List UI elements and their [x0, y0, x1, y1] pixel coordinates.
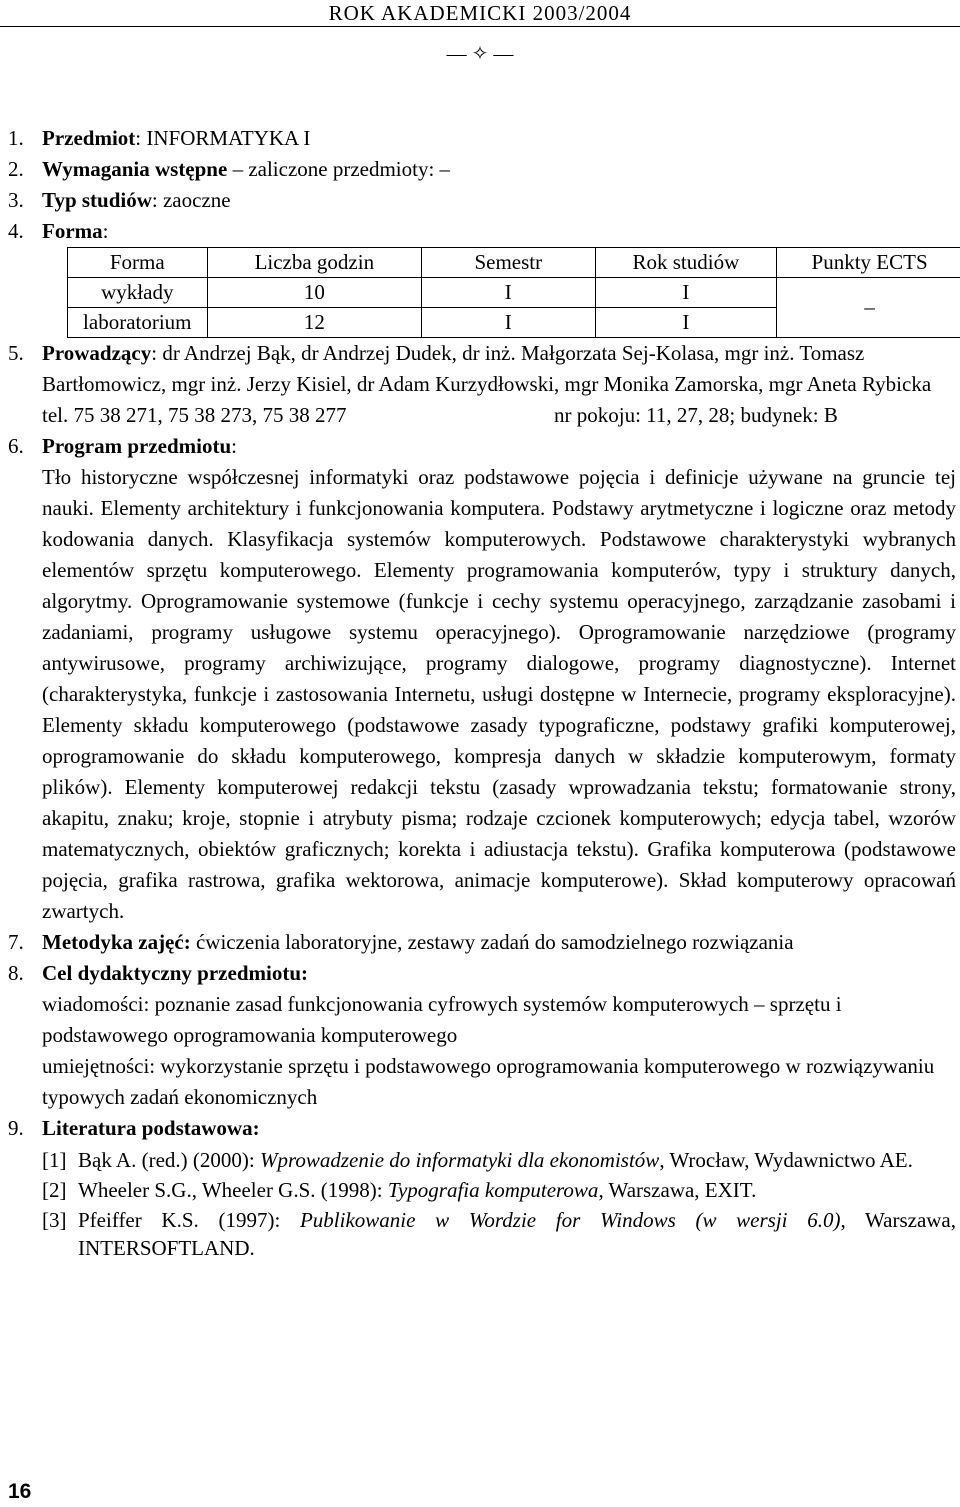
form-table: [67, 247, 960, 338]
item-methodology: [8, 927, 956, 958]
reference-title: Wprowadzenie do informatyki dla ekonomistów: [260, 1148, 659, 1172]
item-number: 7.: [8, 927, 24, 958]
item-lecturers: [8, 338, 956, 431]
item-label: Literatura podstawowa:: [42, 1116, 260, 1140]
phone-numbers: tel. 75 38 271, 75 38 273, 75 38 277: [42, 403, 347, 427]
item-label: Program przedmiotu: [42, 434, 231, 458]
table-cell: I: [595, 278, 777, 308]
item-value: : INFORMATYKA I: [135, 126, 310, 150]
contact-row: [42, 400, 956, 431]
ornament-divider: — ✧ —: [0, 42, 960, 66]
item-number: 3.: [8, 185, 24, 216]
table-header-row: [68, 248, 960, 278]
reference-number: [3]: [42, 1206, 67, 1234]
item-value: : dr Andrzej Bąk, dr Andrzej Dudek, dr inż. Małgorzata Sej-Kolasa, mgr inż. Tomasz Bartłomowicz, mgr inż. Jerzy Kisiel, dr Adam Kurzydłowski, mgr Monika Zamorska, mgr Aneta Rybicka: [42, 341, 931, 396]
item-label: Forma: [42, 219, 103, 243]
item-didactic-goal: [8, 958, 956, 1113]
goal-knowledge: wiadomości: poznanie zasad funkcjonowania cyfrowych systemów komputerowych – sprzętu i podstawowego oprogramowania komputerowego: [42, 989, 956, 1051]
item-value: :: [231, 434, 237, 458]
item-value: ćwiczenia laboratoryjne, zestawy zadań do samodzielnego rozwiązania: [191, 930, 794, 954]
item-number: 6.: [8, 431, 24, 462]
item-label: Wymagania wstępne: [42, 157, 227, 181]
item-value: – zaliczone przedmioty: –: [227, 157, 450, 181]
table-cell-ects: –: [777, 278, 960, 338]
reference-title: Typografia komputerowa: [388, 1178, 599, 1202]
table-cell: I: [422, 308, 595, 338]
reference-author: Bąk A. (red.) (2000):: [78, 1148, 260, 1172]
table-header-cell: Liczba godzin: [207, 248, 422, 278]
reference-title: Publikowanie w Wordzie for Windows (w wersji 6.0): [300, 1208, 840, 1232]
table-header-cell: Semestr: [422, 248, 595, 278]
item-value: : zaoczne: [152, 188, 231, 212]
reference-author: Wheeler S.G., Wheeler G.S. (1998):: [78, 1178, 388, 1202]
item-program: [8, 431, 956, 927]
table-cell: I: [595, 308, 777, 338]
item-label: Typ studiów: [42, 188, 152, 212]
item-form: [8, 216, 956, 247]
reference-author: Pfeiffer K.S. (1997):: [78, 1208, 300, 1232]
running-header: ROK AKADEMICKI 2003/2004: [0, 0, 960, 27]
item-literature: [8, 1113, 956, 1262]
reference-list: [42, 1146, 956, 1262]
table-cell: 12: [207, 308, 422, 338]
item-number: 9.: [8, 1113, 24, 1144]
room-info: nr pokoju: 11, 27, 28; budynek: B: [554, 400, 838, 431]
item-label: Prowadzący: [42, 341, 151, 365]
item-study-type: [8, 185, 956, 216]
item-number: 5.: [8, 338, 24, 369]
reference-number: [2]: [42, 1176, 67, 1204]
reference-item: [42, 1146, 956, 1174]
table-cell: laboratorium: [68, 308, 208, 338]
reference-publisher: , Warszawa, EXIT.: [598, 1178, 756, 1202]
table-header-cell: Forma: [68, 248, 208, 278]
page-number: 16: [8, 1476, 31, 1507]
item-number: 2.: [8, 154, 24, 185]
table-cell: wykłady: [68, 278, 208, 308]
item-number: 8.: [8, 958, 24, 989]
item-label: Metodyka zajęć:: [42, 930, 191, 954]
reference-publisher: , Warszawa, INTERSOFTLAND.: [78, 1208, 956, 1260]
reference-item: [42, 1206, 956, 1262]
table-cell: I: [422, 278, 595, 308]
item-prerequisites: [8, 154, 956, 185]
table-header-cell: Punkty ECTS: [777, 248, 960, 278]
item-label: Cel dydaktyczny przedmiotu:: [42, 961, 308, 985]
reference-number: [1]: [42, 1146, 67, 1174]
program-description: Tło historyczne współczesnej informatyki oraz podstawowe pojęcia i definicje używane na gruncie tej nauki. Elementy architektury i funkcjonowania komputera. Podstawy arytmetyczne i logiczne oraz metody kodowania danych. Klasyfikacja systemów komputerowych. Podstawowe charakterystyki wybranych elementów sprzętu komputerowego. Elementy programowania komputerów, typy i struktury danych, algorytmy. Oprogramowanie systemowe (funkcje i cechy systemu operacyjnego, zarządzanie zasobami i zadaniami, programy usługowe systemu operacyjnego). Oprogramowanie narzędziowe (programy antywirusowe, programy archiwizujące, programy dialogowe, programy diagnostyczne). Internet (charakterystyka, funkcje i zastosowania Internetu, usługi dostępne w Internecie, programy eksploracyjne). Elementy składu komputerowego (podstawowe zasady typograficzne, podstawy grafiki komputerowej, oprogramowanie do składu komputerowego, kompresja danych w składzie komputerowym, formaty plików). Elementy komputerowej redakcji tekstu (zasady wprowadzania tekstu; formatowanie strony, akapitu, znaku; kroje, stopnie i atrybuty pisma; rodzaje czcionek komputerowych; edycja tabel, wzorów matematycznych, obiektów graficznych; korekta i adiustacja tekstu). Grafika komputerowa (podstawowe pojęcia, grafika rastrowa, grafika wektorowa, animacje komputerowe). Skład komputerowy opracowań zwartych.: [42, 462, 956, 927]
item-value: :: [103, 219, 109, 243]
item-label: Przedmiot: [42, 126, 135, 150]
reference-item: [42, 1176, 956, 1204]
item-subject: [8, 123, 956, 154]
reference-publisher: , Wrocław, Wydawnictwo AE.: [659, 1148, 913, 1172]
table-cell: 10: [207, 278, 422, 308]
table-row: [68, 278, 960, 308]
item-number: 4.: [8, 216, 24, 247]
item-number: 1.: [8, 123, 24, 154]
table-header-cell: Rok studiów: [595, 248, 777, 278]
goal-skills: umiejętności: wykorzystanie sprzętu i podstawowego oprogramowania komputerowego w rozwiązywaniu typowych zadań ekonomicznych: [42, 1051, 956, 1113]
document-body: [8, 123, 956, 1264]
